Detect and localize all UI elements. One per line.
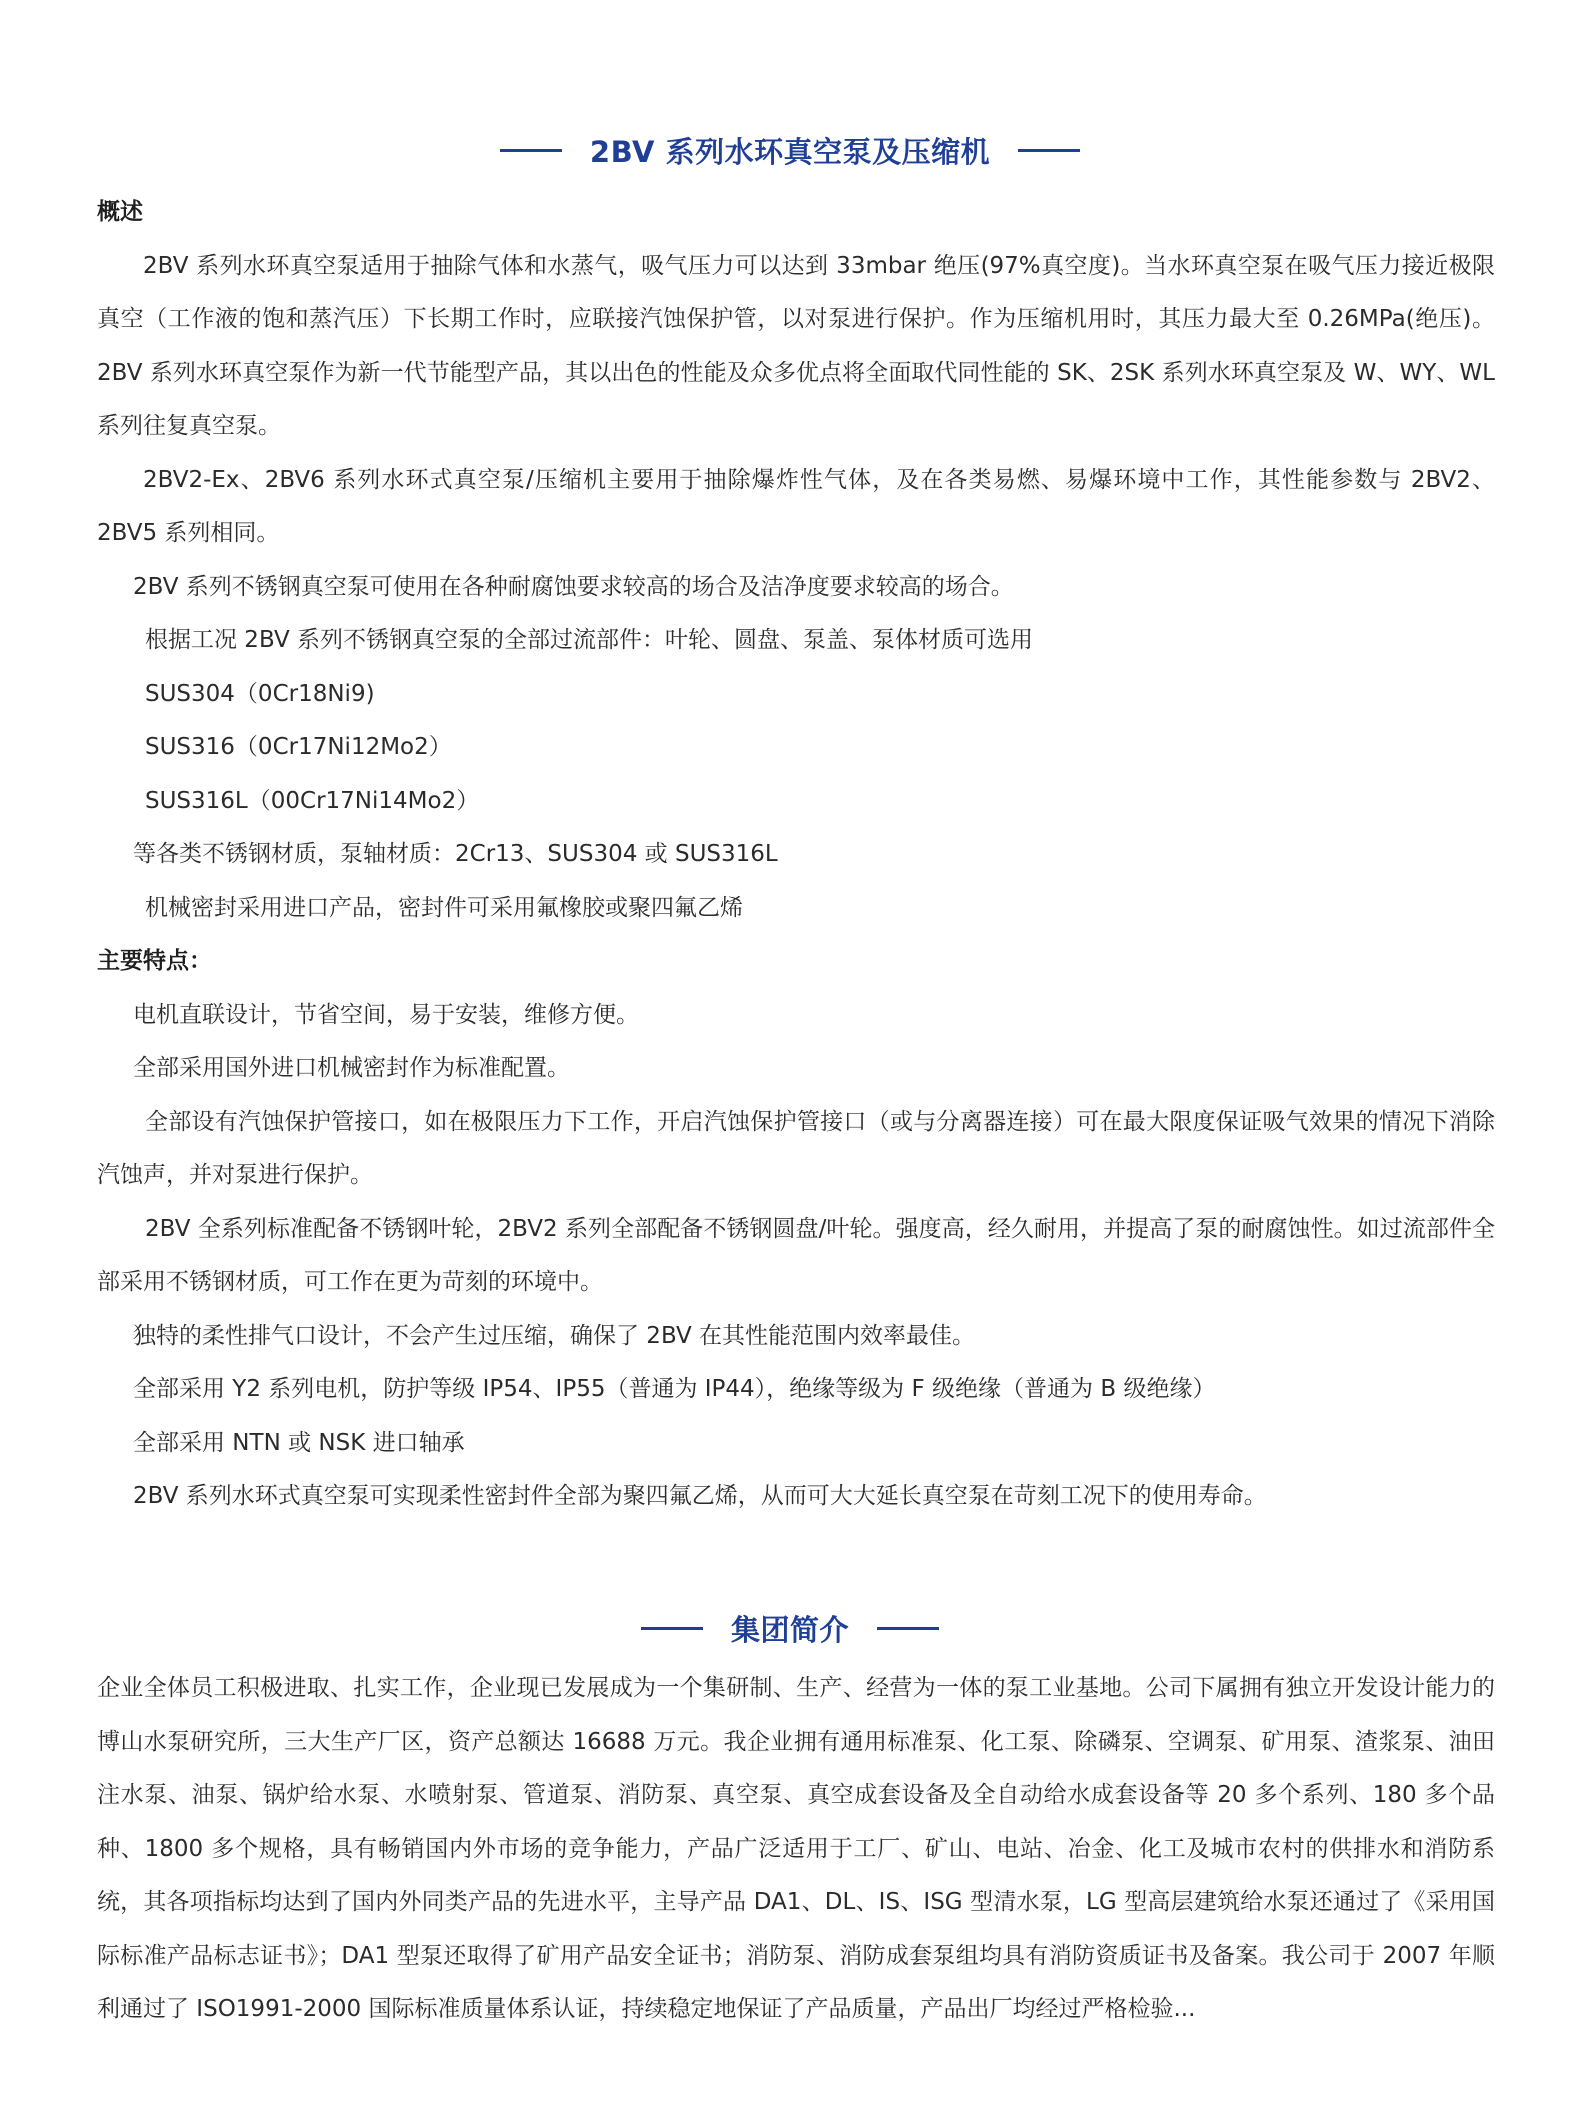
title-right-rule xyxy=(1018,149,1080,152)
feature-item: 2BV 系列水环式真空泵可实现柔性密封件全部为聚四氟乙烯，从而可大大延长真空泵在苛刻工况下的使用寿命。 xyxy=(133,1483,1267,1509)
overview-paragraph: 2BV2-Ex、2BV6 系列水环式真空泵/压缩机主要用于抽除爆炸性气体，及在各类易燃、易爆环境中工作，其性能参数与 2BV2、2BV5 系列相同。 xyxy=(97,466,1495,546)
pump-description xyxy=(97,186,1495,1524)
feature-item: 2BV 全系列标准配备不锈钢叶轮，2BV2 系列全部配备不锈钢圆盘/叶轮。强度高，经久耐用，并提高了泵的耐腐蚀性。如过流部件全部采用不锈钢材质，可工作在更为苛刻的环境中。 xyxy=(97,1215,1495,1295)
overview-paragraph: 根据工况 2BV 系列不锈钢真空泵的全部过流部件：叶轮、圆盘、泵盖、泵体材质可选用 xyxy=(145,627,1034,653)
overview-paragraph: 2BV 系列不锈钢真空泵可使用在各种耐腐蚀要求较高的场合及洁净度要求较高的场合。 xyxy=(133,573,1014,600)
material-item: SUS316L（00Cr17Ni14Mo2） xyxy=(145,787,480,814)
section-title-pumps xyxy=(0,130,1580,171)
feature-item: 全部采用 NTN 或 NSK 进口轴承 xyxy=(133,1429,465,1456)
feature-item: 全部采用 Y2 系列电机，防护等级 IP54、IP55（普通为 IP44），绝缘等级为 F 级绝缘（普通为 B 级绝缘） xyxy=(133,1376,1216,1402)
feature-item: 独特的柔性排气口设计，不会产生过压缩，确保了 2BV 在其性能范围内效率最佳。 xyxy=(133,1322,976,1349)
title-left-rule xyxy=(500,149,562,152)
company-profile xyxy=(97,1662,1495,2037)
section-title-text: 集团简介 xyxy=(730,1613,849,1647)
section-title-text: 2BV 系列水环真空泵及压缩机 xyxy=(589,135,991,169)
title-left-rule xyxy=(641,1627,703,1630)
features-heading: 主要特点： xyxy=(97,948,212,974)
material-item: SUS304（0Cr18Ni9) xyxy=(145,680,375,707)
feature-item: 全部设有汽蚀保护管接口，如在极限压力下工作，开启汽蚀保护管接口（或与分离器连接）可在最大限度保证吸气效果的情况下消除汽蚀声，并对泵进行保护。 xyxy=(97,1108,1495,1188)
overview-paragraph: 机械密封采用进口产品，密封件可采用氟橡胶或聚四氟乙烯 xyxy=(145,894,743,921)
overview-paragraph: 2BV 系列水环真空泵适用于抽除气体和水蒸气，吸气压力可以达到 33mbar 绝压(97%真空度)。当水环真空泵在吸气压力接近极限真空（工作液的饱和蒸汽压）下长期工作时，应联接汽蚀保护管，以对泵进行保护。作为压缩机用时，其压力最大至 0.26MPa(绝压)。2BV 系列水环真空泵作为新一代节能型产品，其以出色的性能及众多优点将全面取代同性能的 SK、2SK 系列水环真空泵及 W、WY、WL 系列往复真空泵。 xyxy=(97,252,1495,439)
material-item: SUS316（0Cr17Ni12Mo2） xyxy=(145,734,452,760)
feature-item: 全部采用国外进口机械密封作为标准配置。 xyxy=(133,1055,570,1081)
company-paragraph: 企业全体员工积极进取、扎实工作，企业现已发展成为一个集研制、生产、经营为一体的泵工业基地。公司下属拥有独立开发设计能力的博山水泵研究所，三大生产厂区，资产总额达 16688 万元。我企业拥有通用标准泵、化工泵、除磷泵、空调泵、矿用泵、渣浆泵、油田注水泵、油泵、锅炉给水泵、水喷射泵、管道泵、消防泵、真空泵、真空成套设备及全自动给水成套设备等 20 多个系列、180 多个品种、1800 多个规格，具有畅销国内外市场的竞争能力，产品广泛适用于工厂、矿山、电站、冶金、化工及城市农村的供排水和消防系统，其各项指标均达到了国内外同类产品的先进水平，主导产品 DA1、DL、IS、ISG 型清水泵，LG 型高层建筑给水泵还通过了《采用国际标准产品标志证书》；DA1 型泵还取得了矿用产品安全证书；消防泵、消防成套泵组均具有消防资质证书及备案。我公司于 2007 年顺利通过了 ISO1991-2000 国际标准质量体系认证，持续稳定地保证了产品质量，产品出厂均经过严格检验... xyxy=(97,1675,1495,2022)
overview-paragraph: 等各类不锈钢材质，泵轴材质：2Cr13、SUS304 或 SUS316L xyxy=(133,841,778,867)
overview-heading: 概述 xyxy=(97,199,143,225)
feature-item: 电机直联设计，节省空间，易于安装，维修方便。 xyxy=(133,1001,639,1028)
title-right-rule xyxy=(877,1627,939,1630)
section-title-company xyxy=(0,1608,1580,1649)
